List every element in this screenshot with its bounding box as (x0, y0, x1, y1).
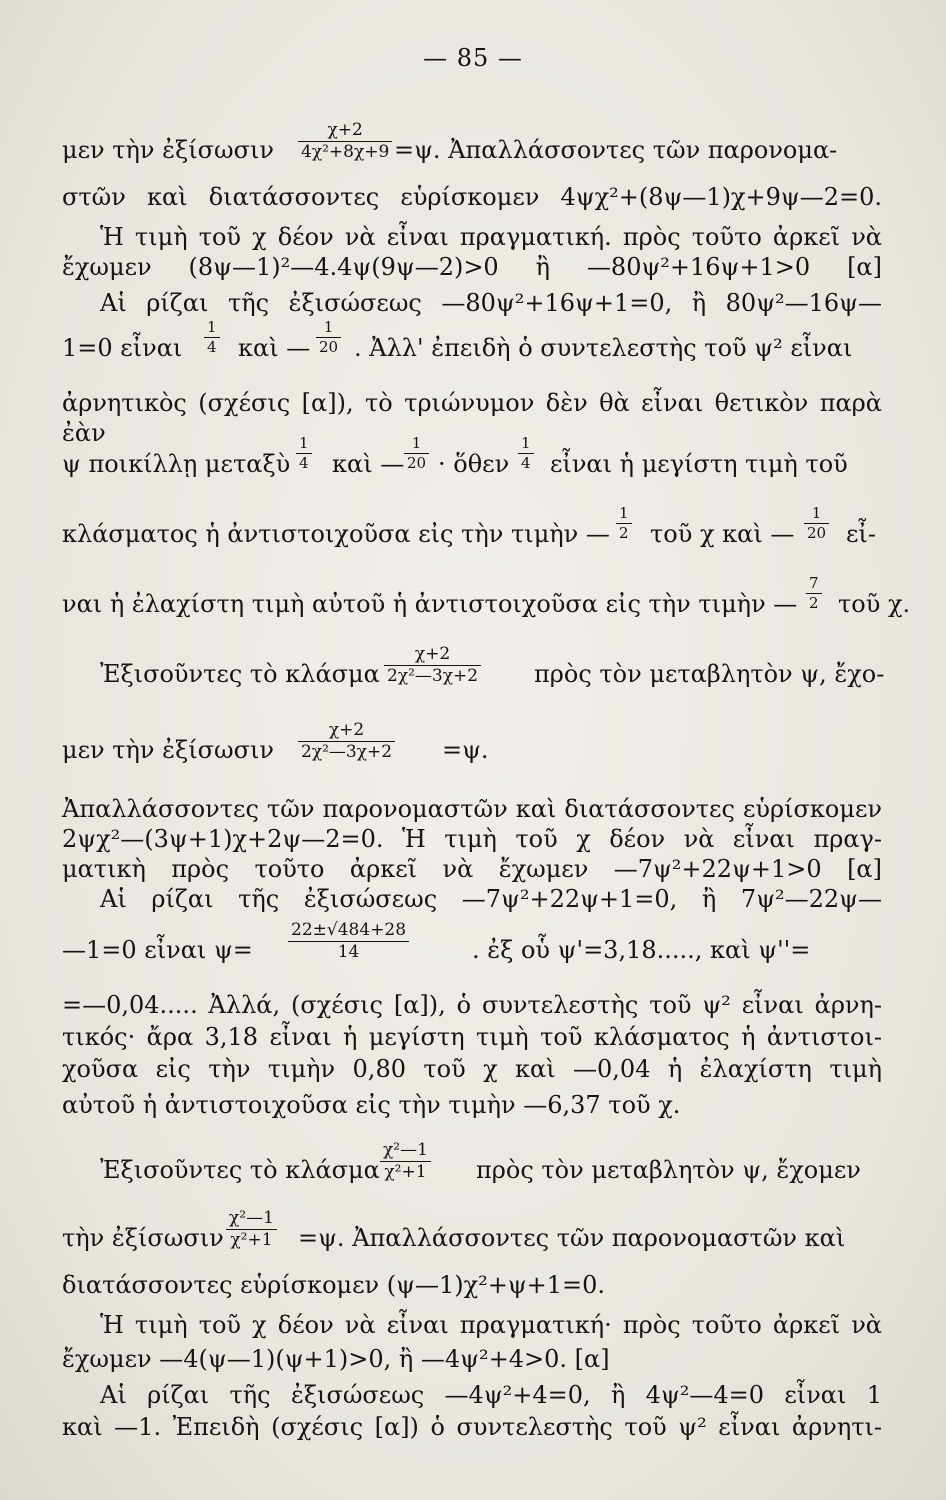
fraction: 7 2 (806, 576, 822, 611)
text-line-5: Αἱ ρίζαι τῆς ἐξισώσεως —80ψ²+16ψ+1=0, ἢ 80ψ²—16ψ— (100, 289, 882, 317)
fraction: 1 20 (316, 320, 341, 355)
text-line-18: =—0,04..... Ἀλλά, (σχέσις [α]), ὁ συντελεστὴς τοῦ ψ² εἶναι ἀρνη- (62, 991, 882, 1019)
text-line-22: Ἐξισοῦντες τὸ κλάσμα χ²—1 χ²+1 πρὸς τὸν μεταβλητὸν ψ, ἔχομεν (100, 1140, 861, 1184)
text-line-23: τὴν ἐξίσωσιν χ²—1 χ²+1 =ψ. Ἀπαλλάσσοντες τῶν παρονομαστῶν καὶ (62, 1208, 846, 1252)
text-line-12: μεν τὴν ἐξίσωσιν χ+2 2χ²—3χ+2 =ψ. (62, 720, 489, 764)
text-line-10: ναι ἡ ἐλαχίστη τιμὴ αὐτοῦ ἡ ἀντιστοιχοῦσα εἰς τὴν τιμὴν — 7 2 τοῦ χ. (62, 574, 911, 618)
text-line-25: Ἡ τιμὴ τοῦ χ δέον νὰ εἶναι πραγματική· πρὸς τοῦτο ἀρκεῖ νὰ (100, 1311, 882, 1339)
text-line-19: τικός· ἄρα 3,18 εἶναι ἡ μεγίστη τιμὴ τοῦ κλάσματος ἡ ἀντιστοι- (62, 1023, 882, 1051)
text-line-11: Ἐξισοῦντες τὸ κλάσμα χ+2 2χ²—3χ+2 πρὸς τὸν μεταβλητὸν ψ, ἔχο- (100, 644, 885, 688)
text-line-17: —1=0 εἶναι ψ= 22±√484+28 14 . ἐξ οὗ ψ'=3,18....., καὶ ψ''= (62, 920, 811, 964)
fraction: 1 2 (616, 506, 632, 541)
fraction: χ+2 4χ²+8χ+9 (298, 122, 392, 161)
text-line-7: ἀρνητικὸς (σχέσις [α]), τὸ τριώνυμον δὲν θὰ εἶναι θετικὸν παρὰ ἐὰν (62, 389, 882, 447)
fraction: χ²—1 χ²+1 (226, 1210, 277, 1249)
text-line-3: Ἡ τιμὴ τοῦ χ δέον νὰ εἶναι πραγματική. πρὸς τοῦτο ἀρκεῖ νὰ (100, 223, 882, 251)
fraction: χ+2 2χ²—3χ+2 (384, 646, 481, 685)
text-line-13: Ἀπαλλάσσοντες τῶν παρονομαστῶν καὶ διατάσσοντες εὑρίσκομεν (62, 795, 882, 823)
text-line-2: στῶν καὶ διατάσσοντες εὑρίσκομεν 4ψχ²+(8ψ—1)χ+9ψ—2=0. (62, 183, 882, 211)
text-line-8: ψ ποικίλλῃ μεταξὺ 1 4 καὶ — 1 20 · ὅθεν 1 4 εἶναι ἡ μεγίστη τιμὴ τοῦ (62, 434, 848, 478)
fraction: 1 4 (296, 436, 312, 471)
text-line-26: ἔχωμεν —4(ψ—1)(ψ+1)>0, ἢ —4ψ²+4>0. [α] (62, 1345, 610, 1373)
text-line-6: 1=0 εἶναι 1 4 καὶ — 1 20 . Ἀλλ' ἐπειδὴ ὁ συντελεστὴς τοῦ ψ² εἶναι (62, 318, 853, 362)
text-line-4: ἔχωμεν (8ψ—1)²—4.4ψ(9ψ—2)>0 ἢ —80ψ²+16ψ+1>0 [α] (62, 253, 882, 281)
text-line-20: χοῦσα εἰς τὴν τιμὴν 0,80 τοῦ χ καὶ —0,04 ἡ ἐλαχίστη τιμὴ (62, 1055, 882, 1083)
fraction: χ²—1 χ²+1 (380, 1142, 431, 1181)
fraction: 1 4 (204, 320, 220, 355)
fraction: 22±√484+28 14 (288, 922, 409, 961)
text-line-24: διατάσσοντες εὑρίσκομεν (ψ—1)χ²+ψ+1=0. (62, 1271, 606, 1299)
fraction: 1 20 (804, 506, 829, 541)
text-line-1: μεν τὴν ἐξίσωσιν χ+2 4χ²+8χ+9 =ψ. Ἀπαλλάσσοντες τῶν παρονομα- (62, 120, 838, 164)
text-line-14: 2ψχ²—(3ψ+1)χ+2ψ—2=0. Ἡ τιμὴ τοῦ χ δέον νὰ εἶναι πραγ- (62, 825, 882, 853)
text-line-15: ματικὴ πρὸς τοῦτο ἀρκεῖ νὰ ἔχωμεν —7ψ²+22ψ+1>0 [α] (62, 855, 882, 883)
text-line-28: καὶ —1. Ἐπειδὴ (σχέσις [α]) ὁ συντελεστὴς τοῦ ψ² εἶναι ἀρνητι- (62, 1413, 882, 1441)
fraction: 1 20 (404, 436, 429, 471)
text-line-27: Αἱ ρίζαι τῆς ἐξισώσεως —4ψ²+4=0, ἢ 4ψ²—4=0 εἶναι 1 (100, 1381, 882, 1409)
fraction: 1 4 (518, 436, 534, 471)
text-line-9: κλάσματος ἡ ἀντιστοιχοῦσα εἰς τὴν τιμὴν — 1 2 τοῦ χ καὶ — 1 20 εἶ- (62, 504, 876, 548)
page-number: — 85 — (423, 44, 523, 72)
fraction: χ+2 2χ²—3χ+2 (298, 722, 395, 761)
text-line-16: Αἱ ρίζαι τῆς ἐξισώσεως —7ψ²+22ψ+1=0, ἢ 7ψ²—22ψ— (100, 885, 882, 913)
text-line-21: αὐτοῦ ἡ ἀντιστοιχοῦσα εἰς τὴν τιμὴν —6,37 τοῦ χ. (62, 1091, 681, 1119)
